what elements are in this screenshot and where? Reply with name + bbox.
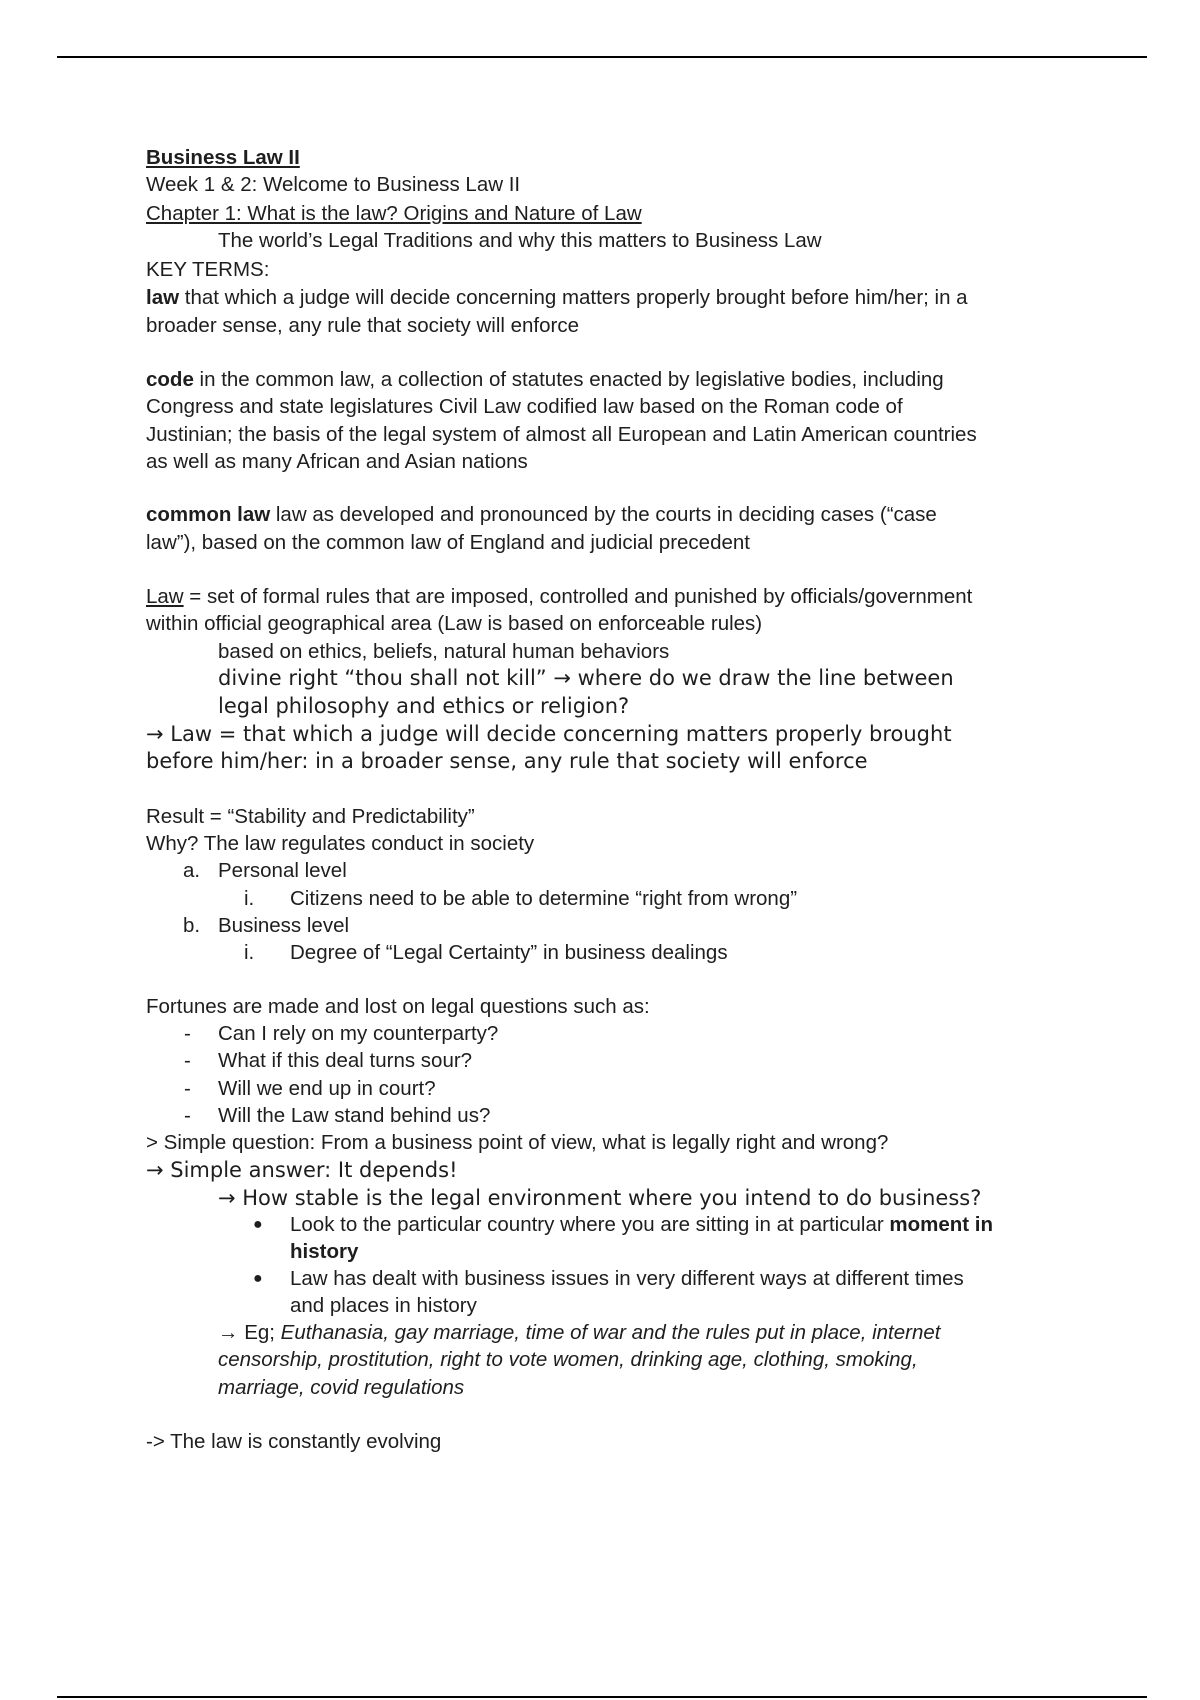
business-level: Business level xyxy=(218,914,350,937)
result-line: Result = “Stability and Predictability” xyxy=(146,805,475,828)
term-common-law-def-cont: law”), based on the common law of England and judicial precedent xyxy=(146,531,750,554)
term-code-def-l3: Justinian; the basis of the legal system of almost all European and Latin American countries xyxy=(146,423,977,446)
key-terms-label: KEY TERMS: xyxy=(146,258,270,281)
simple-question: > Simple question: From a business point of view, what is legally right and wrong? xyxy=(146,1131,889,1154)
list-marker-a: a. xyxy=(183,859,201,882)
law-label: Law xyxy=(146,585,184,608)
term-law-name: law xyxy=(146,286,180,309)
simple-answer: → Simple answer: It depends! xyxy=(146,1158,458,1182)
term-code-def-l2: Congress and state legislatures Civil Law codified law based on the Roman code of xyxy=(146,395,903,418)
divine-right-line: divine right “thou shall not kill” → where do we draw the line between xyxy=(218,666,954,690)
week-heading: Week 1 & 2: Welcome to Business Law II xyxy=(146,173,521,196)
example-line-2: censorship, prostitution, right to vote women, drinking age, clothing, smoking, xyxy=(218,1348,918,1371)
bullet-item-1 xyxy=(290,1212,993,1238)
law-definition-cont: within official geographical area (Law is based on enforceable rules) xyxy=(146,612,763,635)
fortunes-line: Fortunes are made and lost on legal questions such as: xyxy=(146,995,650,1018)
stability-question: → How stable is the legal environment where you intend to do business? xyxy=(218,1186,982,1210)
list-marker-a-i: i. xyxy=(244,887,255,910)
example-line-3: marriage, covid regulations xyxy=(218,1376,465,1399)
personal-level: Personal level xyxy=(218,859,347,882)
law-basis: based on ethics, beliefs, natural human behaviors xyxy=(218,640,670,663)
law-arrow-line-cont: before him/her: in a broader sense, any rule that society will enforce xyxy=(146,749,868,773)
chapter-heading: Chapter 1: What is the law? Origins and Nature of Law xyxy=(146,202,642,225)
doc-title: Business Law II xyxy=(146,146,300,169)
question-item: Will we end up in court? xyxy=(218,1077,436,1100)
term-common-law-def: law as developed and pronounced by the courts in deciding cases (“case xyxy=(270,503,937,526)
divine-right-line-cont: legal philosophy and ethics or religion? xyxy=(218,694,630,718)
term-common-law-name: common law xyxy=(146,503,271,526)
top-rule xyxy=(57,56,1147,58)
bottom-rule xyxy=(57,1696,1147,1698)
term-law-def-cont: broader sense, any rule that society will enforce xyxy=(146,314,580,337)
dash-marker: - xyxy=(184,1104,191,1127)
term-code-def-l4: as well as many African and Asian nations xyxy=(146,450,528,473)
question-item: Will the Law stand behind us? xyxy=(218,1104,491,1127)
bullet-icon: ● xyxy=(253,1216,263,1233)
dash-marker: - xyxy=(184,1022,191,1045)
list-marker-b-i: i. xyxy=(244,941,255,964)
bullet-item-2-cont: and places in history xyxy=(290,1294,477,1317)
law-arrow-line: → Law = that which a judge will decide concerning matters properly brought xyxy=(146,722,952,746)
question-item: What if this deal turns sour? xyxy=(218,1049,473,1072)
bullet-item-1-bold: moment in xyxy=(889,1213,994,1236)
list-marker-b: b. xyxy=(183,914,201,937)
evolving-line: -> The law is constantly evolving xyxy=(146,1430,442,1453)
dash-marker: - xyxy=(184,1049,191,1072)
law-definition-text: = set of formal rules that are imposed, controlled and punished by officials/government xyxy=(183,585,973,608)
why-line: Why? The law regulates conduct in society xyxy=(146,832,535,855)
chapter-subtitle: The world’s Legal Traditions and why this matters to Business Law xyxy=(218,229,822,252)
bullet-item-1-cont: history xyxy=(290,1240,359,1263)
term-code-def: in the common law, a collection of statutes enacted by legislative bodies, including xyxy=(193,368,944,391)
law-definition xyxy=(146,584,972,610)
term-code xyxy=(146,367,944,393)
business-level-detail: Degree of “Legal Certainty” in business dealings xyxy=(290,941,728,964)
term-code-name: code xyxy=(146,368,194,391)
term-common-law xyxy=(146,502,937,528)
bullet-item-1-text: Look to the particular country where you are sitting in at particular xyxy=(290,1213,890,1236)
bullet-item-2: Law has dealt with business issues in very different ways at different times xyxy=(290,1267,964,1290)
example-line xyxy=(218,1320,940,1346)
example-text: Euthanasia, gay marriage, time of war and the rules put in place, internet xyxy=(280,1321,941,1344)
personal-level-detail: Citizens need to be able to determine “right from wrong” xyxy=(290,887,798,910)
question-item: Can I rely on my counterparty? xyxy=(218,1022,499,1045)
dash-marker: - xyxy=(184,1077,191,1100)
term-law-def: that which a judge will decide concerning matters properly brought before him/her; in a xyxy=(179,286,968,309)
bullet-icon: ● xyxy=(253,1270,263,1287)
example-prefix: → Eg; xyxy=(218,1321,281,1344)
term-law xyxy=(146,285,968,311)
